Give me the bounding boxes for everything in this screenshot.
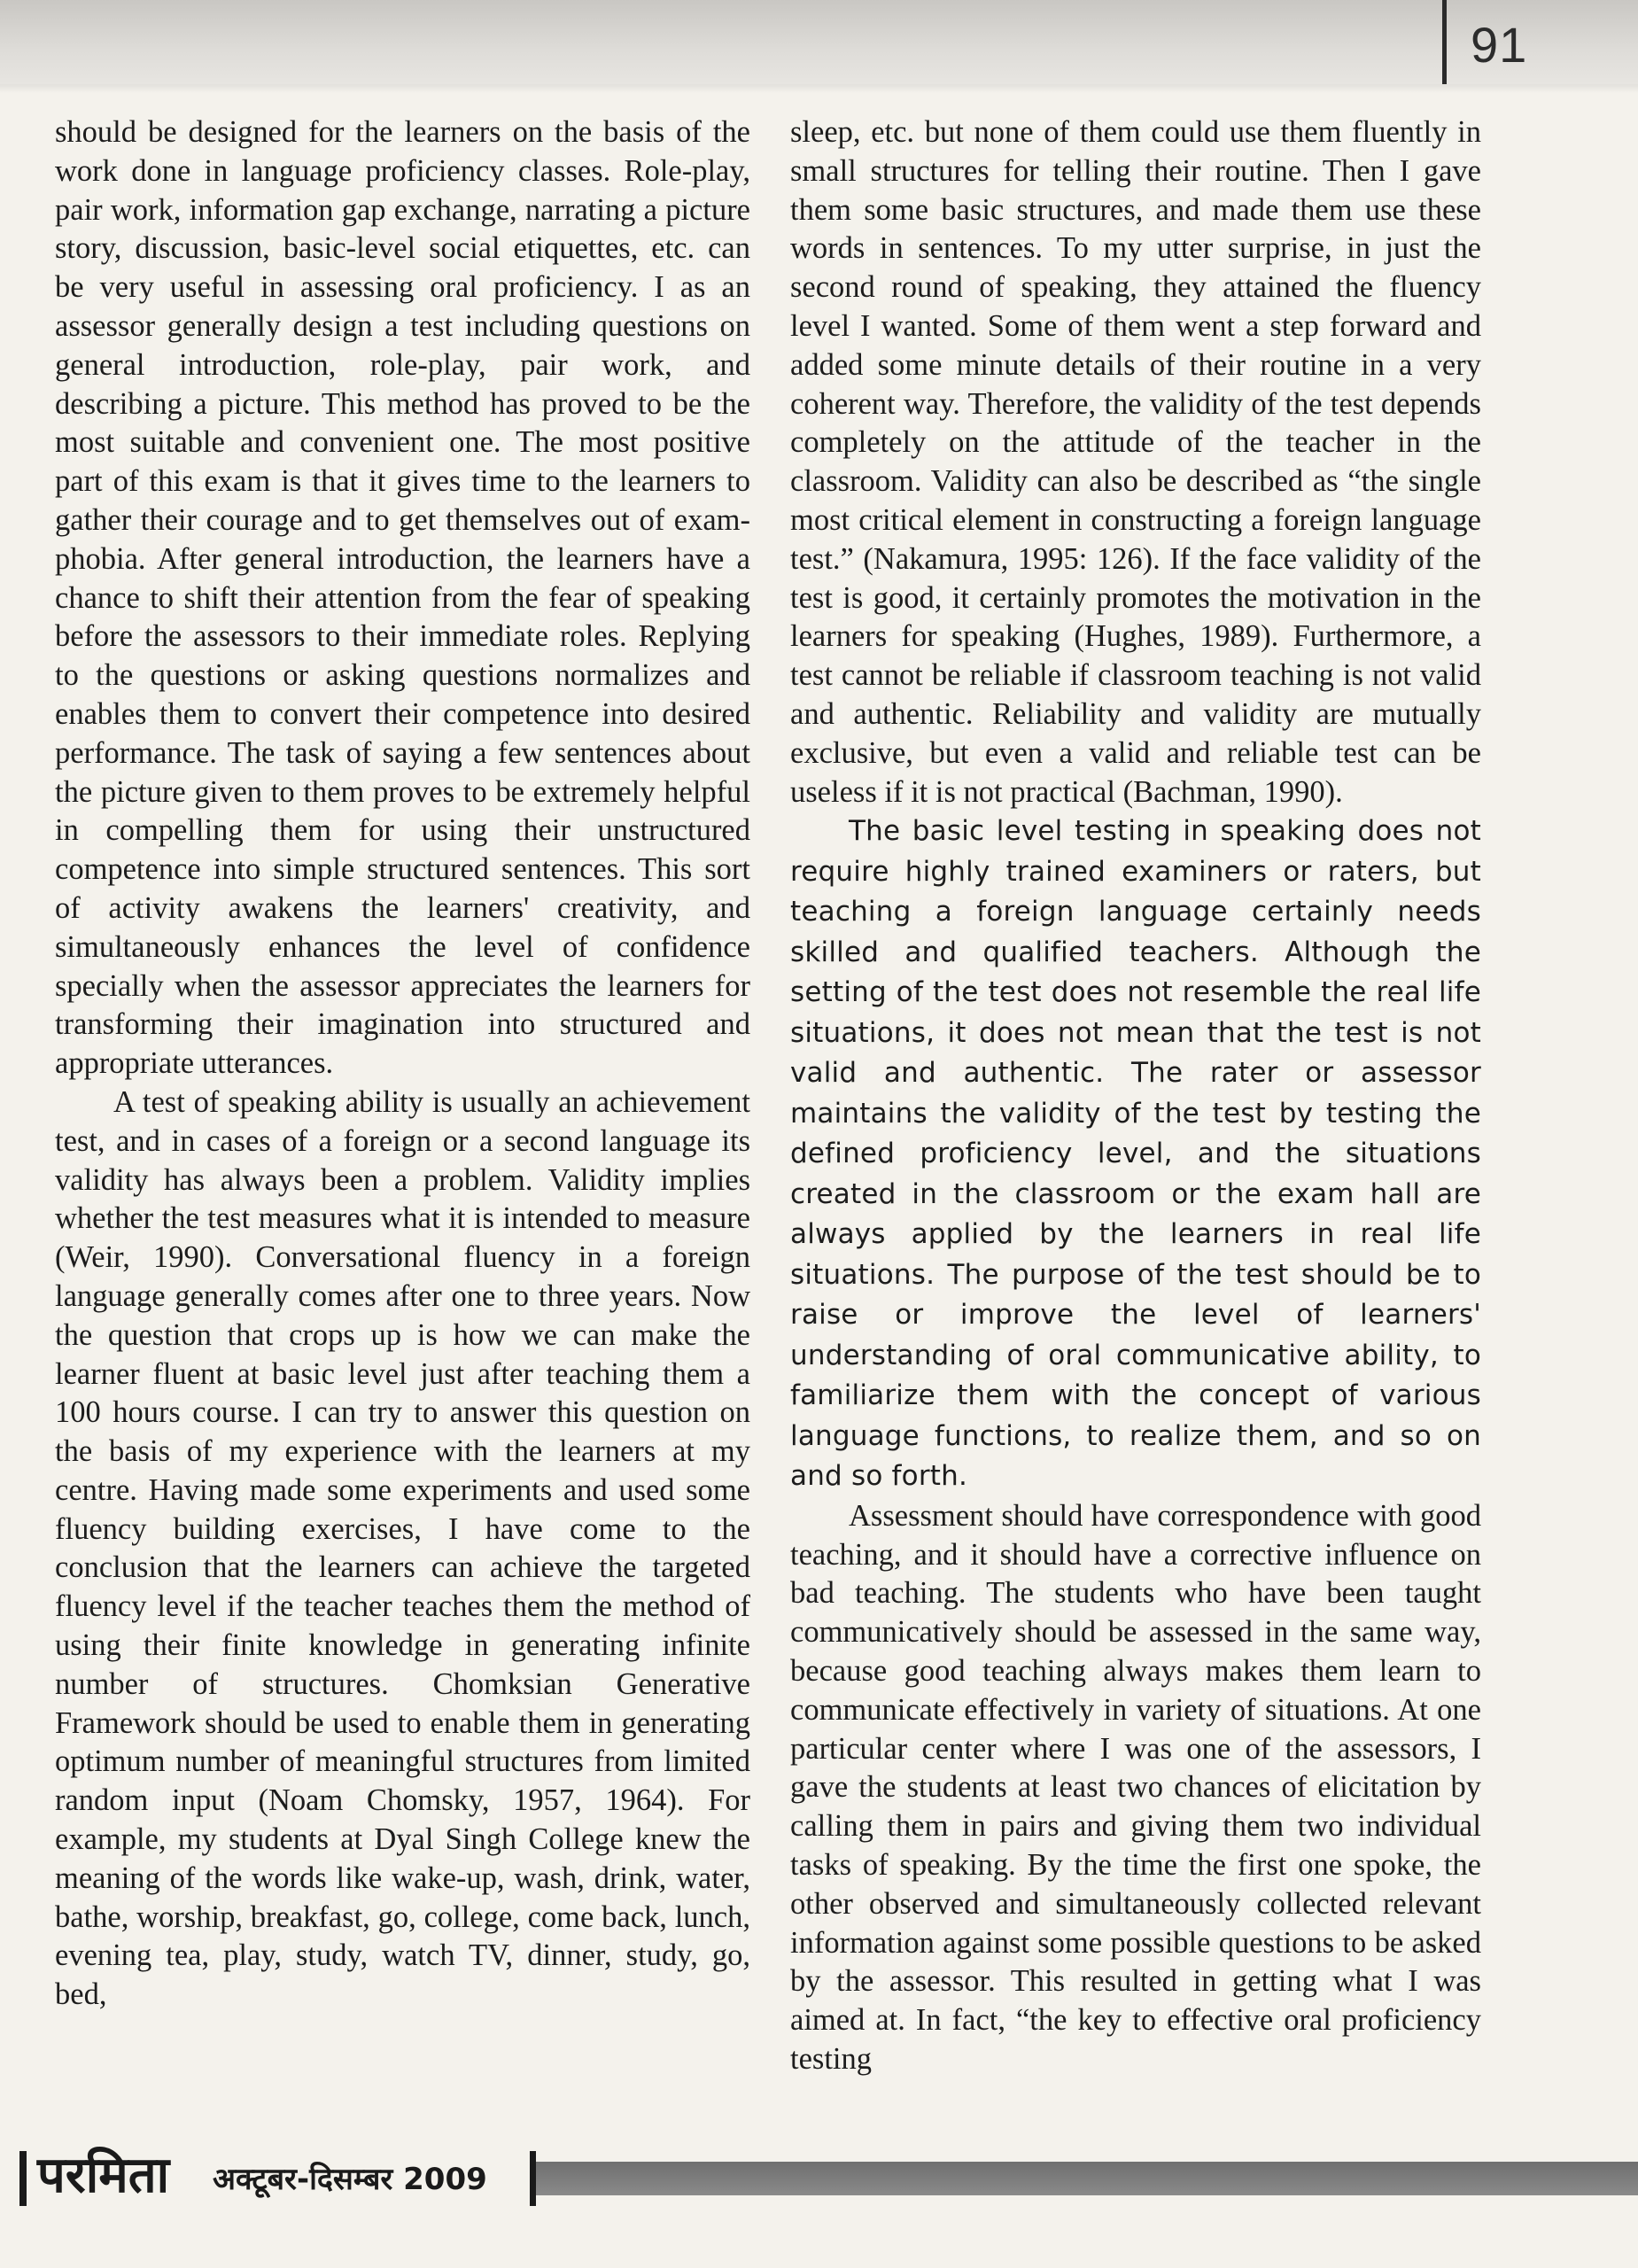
left-paragraph-1: should be designed for the learners on the basis of the work done in language proficiency classes. Role-play, pair work, information gap exchange, narrating a picture story, discussion, basic-level social etiquettes, etc. can be very useful in assessing oral proficiency. I as an assessor generally design a test including questions on general introduction, role-play, pair work, and describing a picture. This method has proved to be the most suitable and convenient one. The most positive part of this exam is that it gives time to the learners to gather their courage and to get themselves out of exam-phobia. After general introduction, the learners have a chance to shift their attention from the fear of speaking before the assessors to their immediate roles. Replying to the questions or asking questions normalizes and enables them to convert their competence into desired performance. The task of saying a few sentences about the picture given to them proves to be extremely helpful in compelling them for using their unstructured competence into simple structured sentences. This sort of activity awakens the learners' creativity, and simultaneously enhances the level of confidence specially when the assessor appreciates the learners for transforming their imagination into structured and appropriate utterances. [55, 115, 750, 1081]
issue-date: अक्टूबर-दिसम्बर 2009 [213, 2162, 487, 2197]
footer-left-rule [19, 2151, 27, 2206]
page-number: 91 [1471, 17, 1528, 73]
top-header-shadow [0, 84, 1638, 93]
left-text-column [55, 113, 750, 2142]
page-number-divider [1442, 0, 1447, 84]
right-paragraph-2: The basic level testing in speaking does not require highly trained examiners or raters, but teaching a foreign language certainly needs skilled and qualified teachers. Although the setting of the test does not resemble the real life situations, it does not mean that the test is not valid and authentic. The rater or assessor maintains the validity of the test by testing the defined proficiency level, and the situations created in the classroom or the exam hall are always applied by the learners in real life situations. The purpose of the test should be to raise or improve the level of learners' understanding of oral communicative ability, to familiarize them with the concept of various language functions, to realize them, and so on and so forth. [790, 815, 1481, 1493]
magazine-name: परमिता [37, 2147, 170, 2204]
footer-right-rule [530, 2151, 536, 2206]
top-header-band [0, 0, 1638, 84]
right-paragraph-3: Assessment should have correspondence with good teaching, and it should have a corrective influence on bad teaching. The students who have been taught communicatively should be assessed in the same way, because good teaching always makes them learn to communicate effectively in variety of situations. At one particular center where I was one of the assessors, I gave the students at least two chances of elicitation by calling them in pairs and giving them two individual tasks of speaking. By the time the first one spoke, the other observed and simultaneously collected relevant information against some possible questions to be asked by the assessor. This resulted in getting what I was aimed at. In fact, “the key to effective oral proficiency testing [790, 1498, 1481, 2076]
right-text-column [790, 113, 1481, 2142]
right-paragraph-1: sleep, etc. but none of them could use them fluently in small structures for telling their routine. Then I gave them some basic structures, and made them use these words in sentences. To my utter surprise, in just the second round of speaking, they attained the fluency level I wanted. Some of them went a step forward and added some minute details of their routine in a very coherent way. Therefore, the validity of the test depends completely on the attitude of the teacher in the classroom. Validity can also be described as “the single most critical element in constructing a foreign language test.” (Nakamura, 1995: 126). If the face validity of the test is good, it certainly promotes the motivation in the learners for speaking (Hughes, 1989). Furthermore, a test cannot be reliable if classroom teaching is not valid and authentic. Reliability and validity are mutually exclusive, but even a valid and reliable test can be useless if it is not practical (Bachman, 1990). [790, 115, 1481, 809]
left-paragraph-2: A test of speaking ability is usually an achievement test, and in cases of a foreign or a second language its validity has always been a problem. Validity implies whether the test measures what it is intended to measure (Weir, 1990). Conversational fluency in a foreign language generally comes after one to three years. Now the question that crops up is how we can make the learner fluent at basic level just after teaching them a 100 hours course. I can try to answer this question on the basis of my experience with the learners at my centre. Having made some experiments and used some fluency building exercises, I have come to the conclusion that the learners can achieve the targeted fluency level if the teacher teaches them the method of using their finite knowledge in generating infinite number of structures. Chomksian Generative Framework should be used to enable them in generating optimum number of meaningful structures from limited random input (Noam Chomsky, 1957, 1964). For example, my students at Dyal Singh College knew the meaning of the words like wake-up, wash, drink, water, bathe, worship, breakfast, go, college, come back, lunch, evening tea, play, study, watch TV, dinner, study, go, bed, [55, 1084, 750, 2012]
